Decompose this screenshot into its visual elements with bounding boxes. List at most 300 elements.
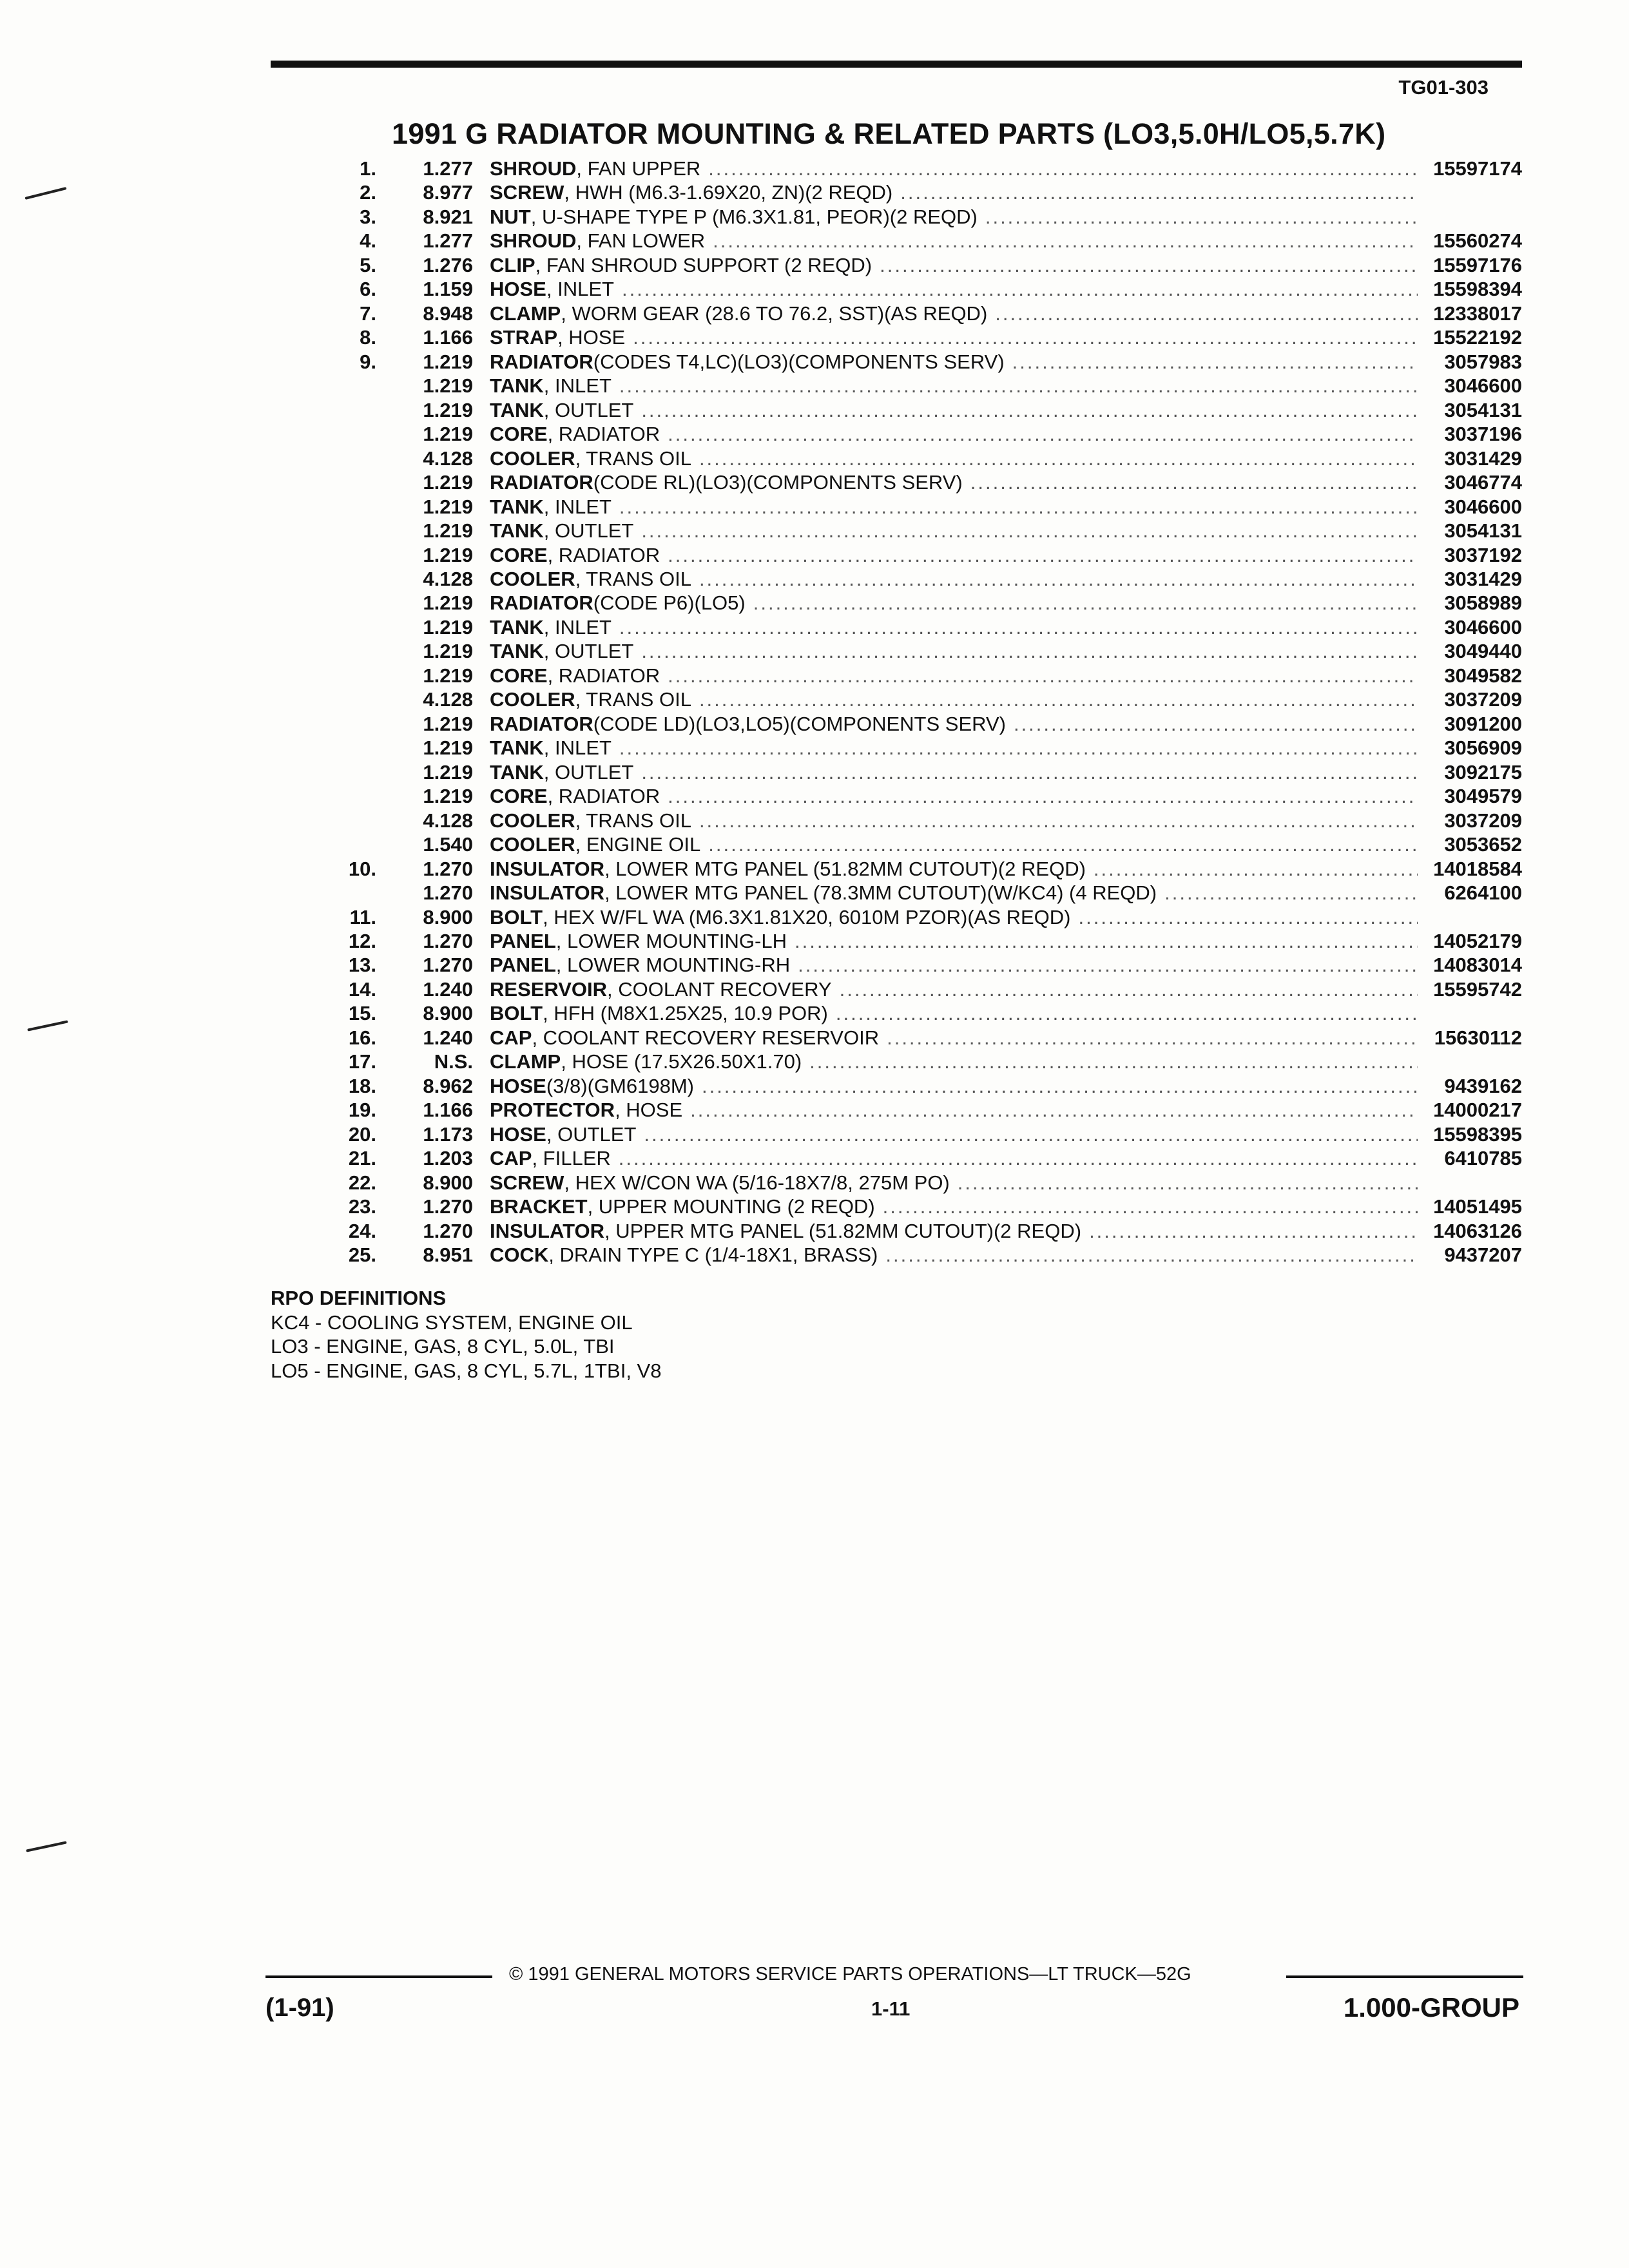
leader-dots [832,977,1418,1001]
group-number: 1.219 [423,640,473,663]
part-number: 3049579 [1444,785,1522,808]
part-name: COCK [490,1244,549,1267]
part-name: SCREW [490,1171,564,1194]
part-detail: , FAN LOWER [576,229,706,253]
leader-dots [892,180,1418,204]
part-row [309,784,1522,808]
part-name: RADIATOR [490,471,593,494]
part-name: CLAMP [490,302,561,325]
part-number: 14051495 [1433,1195,1522,1218]
part-row [309,157,1522,180]
part-detail: , LOWER MTG PANEL (51.82MM CUTOUT)(2 REQD) [604,857,1086,880]
part-row [309,1026,1522,1050]
part-description [490,180,1418,204]
ref-number: 9. [360,350,376,373]
part-row [309,1122,1522,1146]
part-description [490,760,1418,784]
part-detail: , LOWER MTG PANEL (78.3MM CUTOUT)(W/KC4) (4 REQD) [604,881,1157,905]
leader-dots [878,1243,1418,1267]
leader-dots [660,664,1418,687]
ref-number: 14. [348,977,376,1001]
part-number: 3037209 [1444,809,1522,832]
leader-dots [1071,905,1418,929]
part-name: RADIATOR [490,591,593,615]
part-row [309,639,1522,663]
part-description [490,929,1418,953]
part-detail: , LOWER MOUNTING-RH [555,954,791,977]
leader-dots [614,277,1418,301]
part-name: COOLER [490,447,575,470]
part-number: 14018584 [1433,857,1522,880]
leader-dots [746,591,1418,615]
part-name: CLIP [490,253,535,276]
part-name: COOLER [490,833,575,856]
part-row [309,760,1522,784]
part-name: PROTECTOR [490,1099,615,1122]
part-detail: , INLET [543,374,612,398]
ref-number: 10. [348,857,376,880]
part-name: SCREW [490,181,564,204]
part-row [309,1050,1522,1073]
part-number: 3056909 [1444,736,1522,760]
group-number: 4.128 [423,447,473,470]
part-row [309,422,1522,446]
part-number: 15595742 [1433,977,1522,1001]
part-detail: (3/8)(GM6198M) [546,1074,694,1097]
part-number: 14063126 [1433,1219,1522,1242]
part-row [309,1243,1522,1267]
part-row [309,832,1522,856]
part-row [309,253,1522,277]
group-number: 8.962 [423,1074,473,1097]
part-number: 3037192 [1444,543,1522,566]
group-number: 8.900 [423,1002,473,1025]
part-number: 3092175 [1444,760,1522,783]
part-name: INSULATOR [490,1219,604,1242]
part-description [490,229,1418,253]
part-detail: , RADIATOR [547,423,660,446]
part-number: 6264100 [1444,881,1522,905]
group-number: 1.219 [423,712,473,735]
part-name: TANK [490,398,544,421]
group-number: 1.219 [423,615,473,639]
ref-number: 13. [348,954,376,977]
part-row [309,447,1522,470]
group-number: 1.219 [423,495,473,518]
part-name: BOLT [490,1002,543,1025]
group-number: 8.951 [423,1244,473,1267]
part-row [309,398,1522,422]
part-description [490,687,1418,711]
leader-dots [790,953,1418,977]
part-description [490,447,1418,470]
ref-number: 23. [348,1195,376,1218]
group-number: 1.166 [423,326,473,349]
part-description [490,543,1418,567]
group-number: 1.277 [423,229,473,253]
part-detail: , OUTLET [543,760,634,783]
part-row [309,1146,1522,1170]
part-name: TANK [490,374,544,398]
ref-number: 16. [348,1026,376,1049]
group-number: 1.270 [423,881,473,905]
leader-dots [633,639,1418,663]
ref-number: 12. [348,930,376,952]
part-detail: , OUTLET [543,398,634,421]
leader-dots [691,687,1418,711]
part-detail: , TRANS OIL [575,567,691,590]
part-row [309,325,1522,349]
part-name: HOSE [490,278,546,301]
part-description [490,664,1418,687]
part-description [490,1050,1418,1073]
part-row [309,1098,1522,1122]
part-detail: , TRANS OIL [575,688,691,711]
part-detail: , FAN SHROUD SUPPORT (2 REQD) [535,253,872,276]
part-description [490,350,1418,374]
group-number: 1.219 [423,736,473,760]
margin-mark [27,1020,68,1031]
leader-dots [963,470,1418,494]
leader-dots [612,374,1418,398]
ref-number: 20. [348,1122,376,1146]
part-row [309,712,1522,736]
leader-dots [636,1122,1418,1146]
group-number: 1.270 [423,1219,473,1242]
ref-number: 6. [360,278,376,301]
part-row [309,664,1522,687]
part-detail: , RADIATOR [547,543,660,566]
leader-dots [691,567,1418,591]
part-description [490,615,1418,639]
group-number: 8.900 [423,905,473,928]
part-detail: , OUTLET [546,1122,637,1146]
part-row [309,350,1522,374]
part-detail: (CODE LD)(LO3,LO5)(COMPONENTS SERV) [593,712,1006,735]
part-description [490,953,1418,977]
part-detail: , COOLANT RECOVERY [607,977,832,1001]
part-description [490,1146,1418,1170]
leader-dots [694,1074,1418,1098]
part-detail: , INLET [543,615,612,639]
part-row [309,1001,1522,1025]
part-description [490,205,1418,229]
ref-number: 25. [348,1244,376,1267]
ref-number: 5. [360,253,376,276]
part-row [309,205,1522,229]
leader-dots [612,615,1418,639]
part-description [490,519,1418,543]
part-number: 3049582 [1444,664,1522,687]
part-description [490,1195,1418,1218]
part-detail: , HOSE [557,326,626,349]
ref-number: 4. [360,229,376,253]
group-number: N.S. [434,1050,473,1073]
part-number: 3046600 [1444,615,1522,639]
part-name: NUT [490,205,531,228]
group-number: 1.270 [423,930,473,952]
group-number: 1.219 [423,374,473,398]
part-number: 3046774 [1444,471,1522,494]
leader-dots [612,495,1418,519]
parts-list [309,157,1522,1267]
group-number: 1.219 [423,760,473,783]
leader-dots [612,736,1418,760]
part-number: 15522192 [1433,326,1522,349]
part-row [309,615,1522,639]
margin-mark [26,1841,66,1852]
footer-rule-right [1286,1975,1523,1978]
part-number: 9439162 [1444,1074,1522,1097]
part-number: 3057983 [1444,350,1522,373]
part-row [309,687,1522,711]
leader-dots [660,543,1418,567]
part-detail: , HOSE (17.5X26.50X1.70) [561,1050,802,1073]
part-detail: , OUTLET [543,519,634,543]
part-detail: (CODES T4,LC)(LO3)(COMPONENTS SERV) [593,350,1005,373]
part-name: CAP [490,1026,532,1049]
copyright-notice: © 1991 GENERAL MOTORS SERVICE PARTS OPERATIONS—LT TRUCK—52G [509,1964,1191,1984]
part-name: TANK [490,736,544,760]
part-detail: , U-SHAPE TYPE P (M6.3X1.81, PEOR)(2 REQD) [530,205,978,228]
part-detail: , FILLER [532,1147,611,1170]
part-detail: , FAN UPPER [576,157,701,180]
part-number: 3053652 [1444,833,1522,856]
part-detail: , HFH (M8X1.25X25, 10.9 POR) [543,1002,828,1025]
part-description [490,374,1418,398]
part-row [309,470,1522,494]
ref-number: 21. [348,1147,376,1170]
part-description [490,1098,1418,1122]
part-description [490,1026,1418,1050]
ref-number: 3. [360,205,376,228]
part-row [309,1171,1522,1195]
part-number: 3031429 [1444,567,1522,590]
part-row [309,374,1522,398]
group-number: 4.128 [423,567,473,590]
part-row [309,495,1522,519]
leader-dots [1086,857,1418,881]
part-number: 3091200 [1444,712,1522,735]
group-number: 1.270 [423,857,473,880]
part-description [490,905,1418,929]
part-number: 15597176 [1433,253,1522,276]
part-number: 15598394 [1433,278,1522,301]
part-row [309,809,1522,832]
part-detail: , INLET [543,736,612,760]
part-detail: , HWH (M6.3-1.69X20, ZN)(2 REQD) [564,181,893,204]
group-number: 1.270 [423,954,473,977]
part-detail: , HOSE [615,1099,683,1122]
leader-dots [872,253,1418,277]
part-name: HOSE [490,1122,546,1146]
part-detail: , UPPER MOUNTING (2 REQD) [587,1195,875,1218]
part-description [490,253,1418,277]
part-name: SHROUD [490,157,577,180]
ref-number: 18. [348,1074,376,1097]
part-name: BOLT [490,905,543,928]
part-number: 3046600 [1444,374,1522,398]
leader-dots [682,1098,1418,1122]
part-name: COOLER [490,809,575,832]
part-description [490,1001,1418,1025]
leader-dots [633,519,1418,543]
group-number: 1.173 [423,1122,473,1146]
group-number: 1.219 [423,350,473,373]
part-number: 3037209 [1444,688,1522,711]
part-name: TANK [490,615,544,639]
part-detail: , HEX W/CON WA (5/16-18X7/8, 275M PO) [564,1171,950,1194]
part-name: RADIATOR [490,712,593,735]
group-number: 8.948 [423,302,473,325]
part-description [490,1171,1418,1195]
part-row [309,567,1522,591]
part-description [490,398,1418,422]
part-detail: , WORM GEAR (28.6 TO 76.2, SST)(AS REQD) [561,302,988,325]
rpo-item: LO3 - ENGINE, GAS, 8 CYL, 5.0L, TBI [271,1335,615,1358]
part-number: 9437207 [1444,1244,1522,1267]
ref-number: 11. [349,905,376,928]
part-row [309,180,1522,204]
part-description [490,157,1418,180]
group-number: 1.159 [423,278,473,301]
part-row [309,977,1522,1001]
part-detail: , RADIATOR [547,785,660,808]
part-detail: (CODE RL)(LO3)(COMPONENTS SERV) [593,471,963,494]
leader-dots [1005,350,1418,374]
leader-dots [950,1171,1418,1195]
leader-dots [691,447,1418,470]
part-description [490,1122,1418,1146]
part-name: STRAP [490,326,558,349]
part-name: INSULATOR [490,857,604,880]
part-description [490,809,1418,832]
part-name: BRACKET [490,1195,588,1218]
group-number: 8.900 [423,1171,473,1194]
part-number: 15630112 [1434,1026,1522,1049]
part-number: 3046600 [1444,495,1522,518]
part-row [309,277,1522,301]
part-name: RESERVOIR [490,977,608,1001]
part-row [309,543,1522,567]
leader-dots [633,398,1418,422]
part-detail: (CODE P6)(LO5) [593,591,746,615]
leader-dots [787,929,1418,953]
part-detail: , DRAIN TYPE C (1/4-18X1, BRASS) [548,1244,878,1267]
group-number: 1.166 [423,1099,473,1122]
part-row [309,1195,1522,1218]
part-detail: , TRANS OIL [575,809,691,832]
page-code: TG01-303 [1398,76,1489,99]
part-number: 3058989 [1444,591,1522,615]
part-description [490,881,1418,905]
leader-dots [611,1146,1418,1170]
part-number: 15597174 [1433,157,1522,180]
part-description [490,302,1418,325]
group-number: 1.240 [423,977,473,1001]
ref-number: 22. [348,1171,376,1194]
group-number: 1.219 [423,398,473,421]
part-detail: , TRANS OIL [575,447,691,470]
group-number: 8.921 [423,205,473,228]
part-name: CORE [490,423,548,446]
part-row [309,591,1522,615]
ref-number: 24. [348,1219,376,1242]
leader-dots [700,832,1418,856]
part-description [490,977,1418,1001]
part-name: HOSE [490,1074,546,1097]
part-row [309,519,1522,543]
part-number: 14052179 [1433,930,1522,952]
part-row [309,857,1522,881]
part-name: CAP [490,1147,532,1170]
leader-dots [1157,881,1418,905]
leader-dots [1006,712,1418,736]
group-number: 1.276 [423,253,473,276]
part-name: CORE [490,664,548,687]
part-name: TANK [490,760,544,783]
part-name: SHROUD [490,229,577,253]
part-number: 3037196 [1444,423,1522,446]
group-number: 1.219 [423,423,473,446]
part-name: INSULATOR [490,881,604,905]
ref-number: 7. [360,302,376,325]
part-name: CORE [490,543,548,566]
part-name: CLAMP [490,1050,561,1073]
part-number: 15598395 [1433,1122,1522,1146]
part-description [490,1219,1418,1243]
part-description [490,1243,1418,1267]
part-description [490,325,1418,349]
leader-dots [691,809,1418,832]
group-number: 1.270 [423,1195,473,1218]
leader-dots [660,784,1418,808]
part-detail: , COOLANT RECOVERY RESERVOIR [532,1026,880,1049]
leader-dots [633,760,1418,784]
part-number: 3054131 [1444,519,1522,543]
group-number: 1.219 [423,591,473,615]
group-number: 1.540 [423,833,473,856]
leader-dots [700,157,1418,180]
group-number: 4.128 [423,809,473,832]
rpo-title: RPO DEFINITIONS [271,1287,447,1309]
part-row [309,905,1522,929]
ref-number: 2. [360,181,376,204]
part-name: TANK [490,640,544,663]
group-number: 4.128 [423,688,473,711]
part-row [309,929,1522,953]
group-number: 1.277 [423,157,473,180]
ref-number: 1. [360,157,376,180]
part-detail: , INLET [543,495,612,518]
part-row [309,881,1522,905]
ref-number: 17. [348,1050,376,1073]
leader-dots [802,1050,1418,1073]
part-description [490,736,1418,760]
ref-number: 15. [348,1002,376,1025]
part-detail: , ENGINE OIL [575,833,701,856]
group-number: 1.219 [423,664,473,687]
part-row [309,953,1522,977]
part-description [490,832,1418,856]
part-row [309,229,1522,253]
part-number: 12338017 [1433,302,1522,325]
part-number: 3031429 [1444,447,1522,470]
footer-group: 1.000-GROUP [1343,1992,1519,2023]
part-description [490,567,1418,591]
rpo-item: LO5 - ENGINE, GAS, 8 CYL, 5.7L, 1TBI, V8 [271,1359,662,1382]
leader-dots [1081,1219,1418,1243]
